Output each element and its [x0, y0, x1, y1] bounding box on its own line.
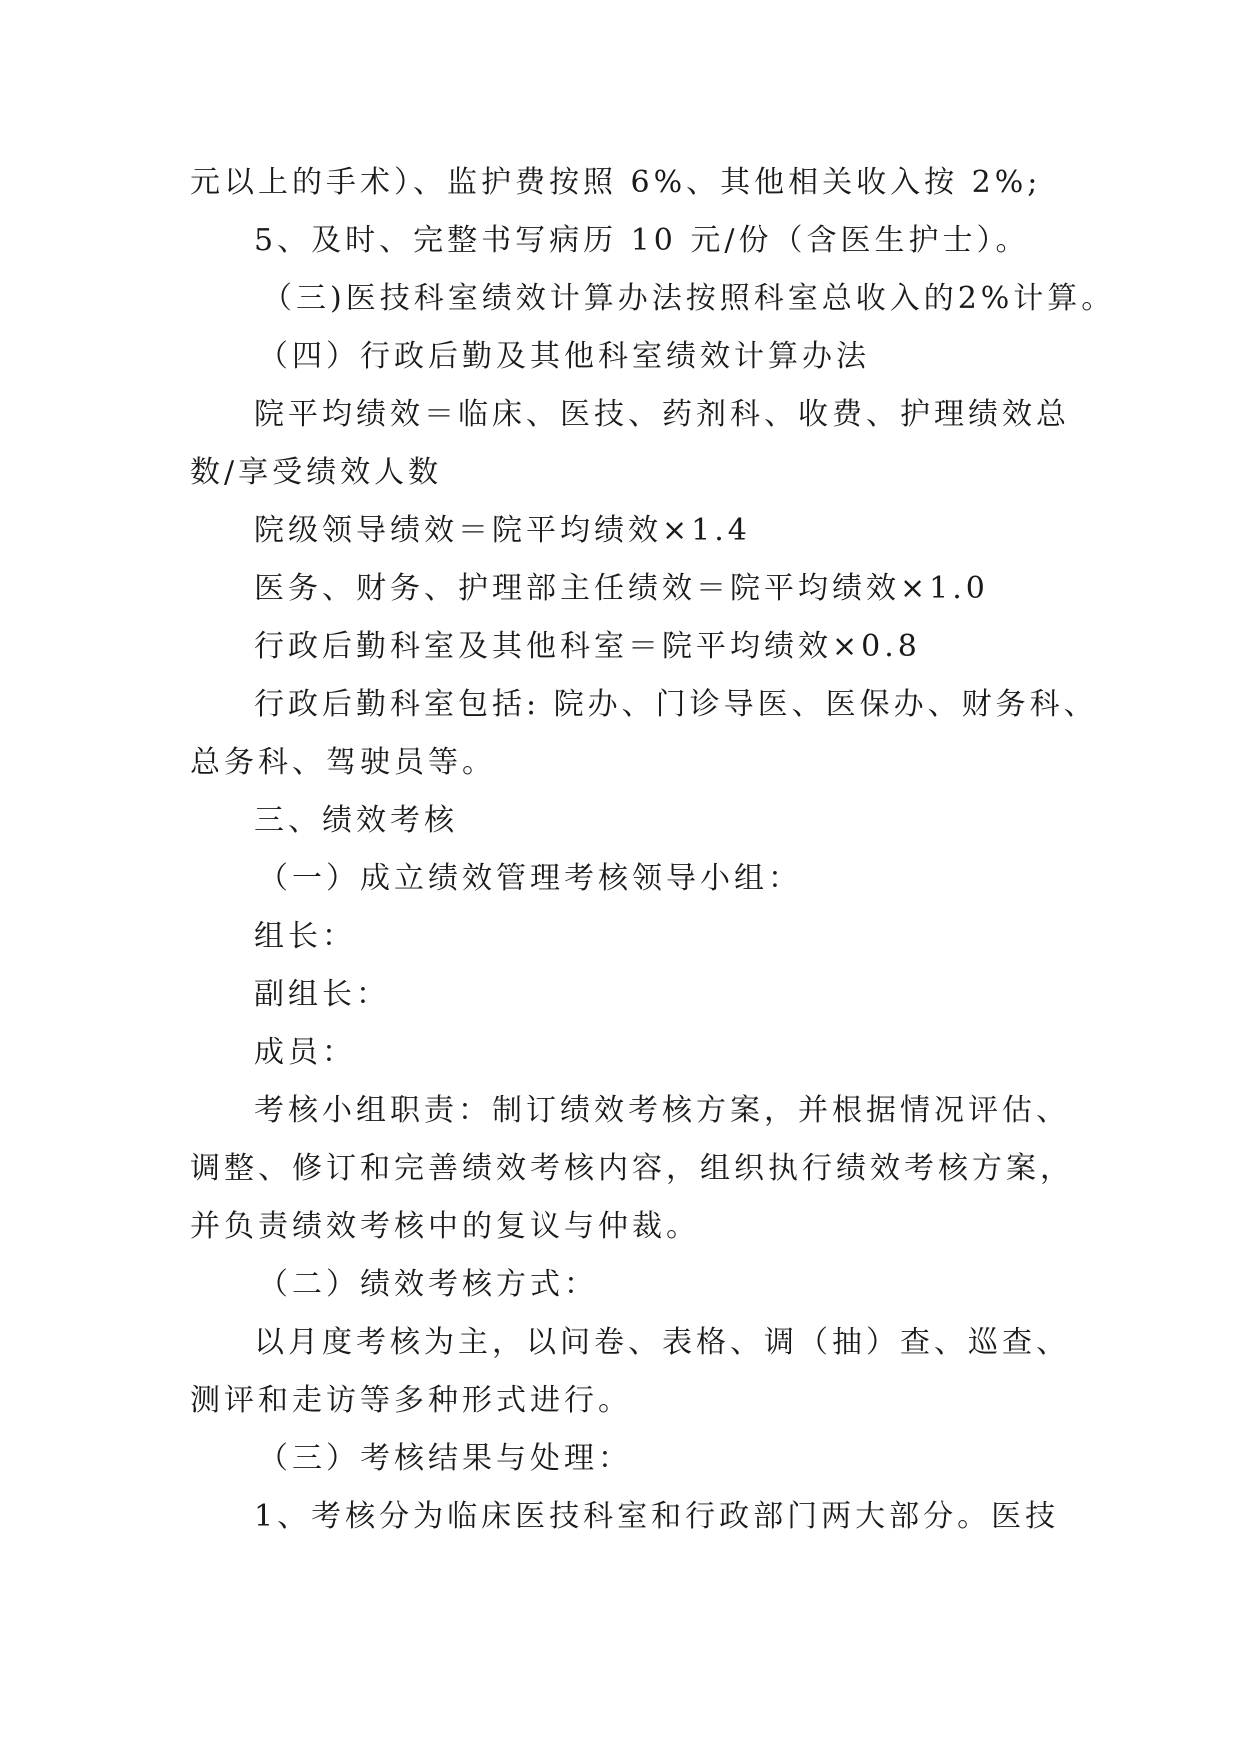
text-line: 院级领导绩效＝院平均绩效×1.4 — [254, 513, 751, 548]
text-line: 行政后勤科室及其他科室＝院平均绩效×0.8 — [254, 629, 921, 664]
text-line: 医务、财务、护理部主任绩效＝院平均绩效×1.0 — [254, 571, 989, 606]
text-line: 元以上的手术）、监护费按照 6%、其他相关收入按 2%; — [190, 165, 1042, 200]
text-line: （一）成立绩效管理考核领导小组： — [258, 861, 802, 896]
text-line: 成员： — [254, 1035, 356, 1070]
text-line: 院平均绩效＝临床、医技、药剂科、收费、护理绩效总 — [254, 397, 1070, 432]
text-line: 测评和走访等多种形式进行。 — [190, 1383, 632, 1418]
text-line: （三）考核结果与处理： — [258, 1441, 632, 1476]
text-line: （二）绩效考核方式： — [258, 1267, 598, 1302]
text-line: 5、及时、完整书写病历 10 元/份（含医生护士）。 — [254, 223, 1030, 258]
text-line: （三)医技科室绩效计算办法按照科室总收入的2%计算。 — [262, 281, 1116, 316]
text-line: 总务科、驾驶员等。 — [190, 745, 496, 780]
text-line: 行政后勤科室包括: 院办、门诊导医、医保办、财务科、 — [254, 687, 1098, 722]
text-line: 组长： — [254, 919, 356, 954]
text-line: 数/享受绩效人数 — [190, 455, 443, 490]
text-line: 1、考核分为临床医技科室和行政部门两大部分。医技 — [254, 1499, 1060, 1534]
text-line: 考核小组职责：制订绩效考核方案，并根据情况评估、 — [254, 1093, 1070, 1128]
text-line: 并负责绩效考核中的复议与仲裁。 — [190, 1209, 700, 1244]
text-line: 以月度考核为主，以问卷、表格、调（抽）查、巡查、 — [254, 1325, 1070, 1360]
text-line: 调整、修订和完善绩效考核内容，组织执行绩效考核方案， — [190, 1151, 1074, 1186]
section-heading: 三、绩效考核 — [254, 803, 458, 838]
text-line: （四）行政后勤及其他科室绩效计算办法 — [258, 339, 870, 374]
text-line: 副组长： — [254, 977, 390, 1012]
